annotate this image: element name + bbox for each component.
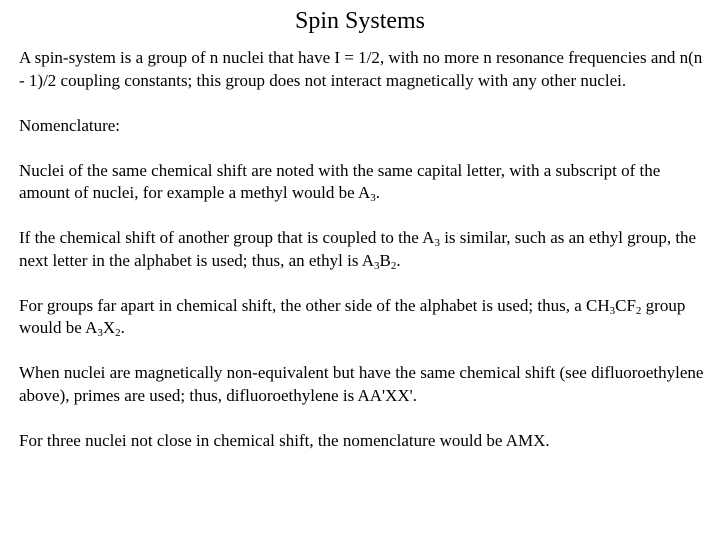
paragraph-text: When nuclei are magnetically non-equivalent but have the same chemical shift (see difluoroethylene above), primes are used; thus, difluoroethylene is AA'XX'.	[19, 363, 704, 405]
paragraph-text: For three nuclei not close in chemical shift, the nomenclature would be AMX.	[19, 430, 550, 450]
paragraph-text: .	[396, 250, 401, 270]
paragraph	[19, 47, 709, 92]
paragraph-text: .	[120, 318, 125, 337]
paragraph	[19, 295, 709, 340]
paragraph-text: X	[102, 318, 116, 337]
paragraph	[19, 160, 709, 205]
paragraph	[19, 227, 709, 272]
paragraph-text: .	[375, 183, 380, 202]
paragraph	[19, 430, 709, 453]
paragraph-text: Nuclei of the same chemical shift are noted with the same capital letter, with a subscript of the amount of nuclei, for example a methyl would be A	[19, 160, 661, 202]
paragraph-text: group would be A	[19, 295, 686, 337]
subscript-text: 2	[390, 259, 397, 272]
paragraph-text: Nomenclature:	[19, 115, 121, 135]
paragraph-text: CF	[615, 295, 636, 315]
paragraph-text: If the chemical shift of another group that is coupled to the A	[19, 228, 435, 247]
slide-body	[19, 47, 709, 475]
subscript-text: 3	[374, 259, 380, 272]
subscript-text: 2	[115, 327, 121, 339]
paragraph-text: For groups far apart in chemical shift, the other side of the alphabet is used; thus, a CH	[19, 295, 610, 315]
paragraph-text: A spin-system is a group of n nuclei that have I = 1/2, with no more n resonance frequencies and n(n - 1)/2 coupling constants; this group does not interact magnetically with any other nuclei.	[19, 48, 703, 90]
paragraph-text: B	[379, 250, 391, 270]
paragraph	[19, 115, 709, 138]
subscript-text: 3	[370, 192, 376, 204]
paragraph-text: is similar, such as an ethyl group, the next letter in the alphabet is used; thus, an ethyl is A	[19, 228, 697, 270]
subscript-text: 3	[609, 304, 616, 317]
slide-title: Spin Systems	[294, 8, 426, 34]
paragraph	[19, 362, 709, 407]
subscript-text: 2	[635, 304, 642, 317]
subscript-text: 3	[434, 237, 440, 249]
subscript-text: 3	[97, 327, 103, 339]
